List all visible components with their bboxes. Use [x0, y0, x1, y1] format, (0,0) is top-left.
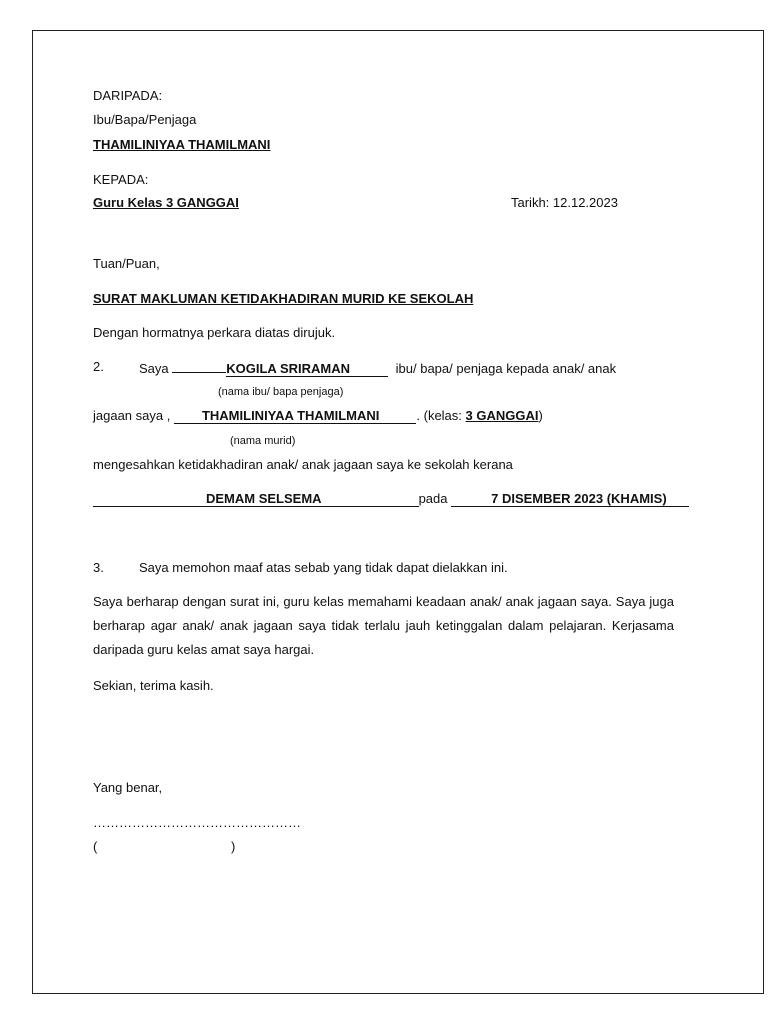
kelas-prefix: . (kelas:: [416, 408, 462, 423]
absence-date-field: 7 DISEMBER 2023 (KHAMIS): [451, 492, 689, 507]
student-name-field: THAMILINIYAA THAMILMANI: [174, 409, 416, 424]
to-label: KEPADA:: [93, 172, 149, 187]
after-parent-text: ibu/ bapa/ penjaga kepada anak/ anak: [395, 361, 617, 376]
kelas-value: 3 GANGGAI: [465, 408, 539, 423]
paragraph-2-line-1: [139, 359, 616, 377]
kelas-suffix: ): [538, 408, 543, 423]
from-label: DARIPADA:: [93, 88, 163, 103]
reason-field: DEMAM SELSEMA: [93, 492, 419, 507]
blank-fill: [172, 359, 226, 373]
jagaan-prefix: jagaan saya ,: [93, 408, 171, 423]
paragraph-3-text: Saya memohon maaf atas sebab yang tidak dapat dielakkan ini.: [139, 560, 508, 575]
paragraph-3-number: 3.: [93, 560, 104, 575]
thanks-line: Sekian, terima kasih.: [93, 678, 214, 693]
letter-subject: SURAT MAKLUMAN KETIDAKHADIRAN MURID KE SEKOLAH: [93, 291, 474, 306]
student-name-hint: (nama murid): [230, 435, 296, 447]
from-role: Ibu/Bapa/Penjaga: [93, 112, 197, 127]
name-bracket-close: ): [231, 839, 236, 854]
reason-line: [93, 491, 689, 507]
pada-text: pada: [418, 491, 448, 506]
signature-line: …………………………………………: [93, 815, 301, 830]
saya-text: Saya: [139, 361, 169, 376]
parent-name-hint: (nama ibu/ bapa penjaga): [218, 386, 344, 398]
parent-name-field: KOGILA SRIRAMAN: [226, 362, 388, 377]
letter-date: Tarikh: 12.12.2023: [511, 195, 618, 210]
to-name: Guru Kelas 3 GANGGAI: [93, 195, 239, 210]
name-bracket-open: (: [93, 839, 98, 854]
confirm-text: mengesahkan ketidakhadiran anak/ anak jagaan saya ke sekolah kerana: [93, 457, 513, 472]
from-name: THAMILINIYAA THAMILMANI: [93, 137, 271, 152]
paragraph-2-number: 2.: [93, 359, 104, 374]
salutation: Tuan/Puan,: [93, 256, 160, 271]
signoff: Yang benar,: [93, 780, 163, 795]
closing-paragraph: Saya berharap dengan surat ini, guru kelas memahami keadaan anak/ anak jagaan saya. Saya juga berharap agar anak/ anak jagaan saya tidak terlalu jauh ketinggalan dalam pelajaran. Kerjasama daripada guru kelas amat saya hargai.: [93, 594, 674, 657]
paragraph-2-line-2: [93, 408, 543, 424]
intro-line: Dengan hormatnya perkara diatas dirujuk.: [93, 325, 336, 340]
